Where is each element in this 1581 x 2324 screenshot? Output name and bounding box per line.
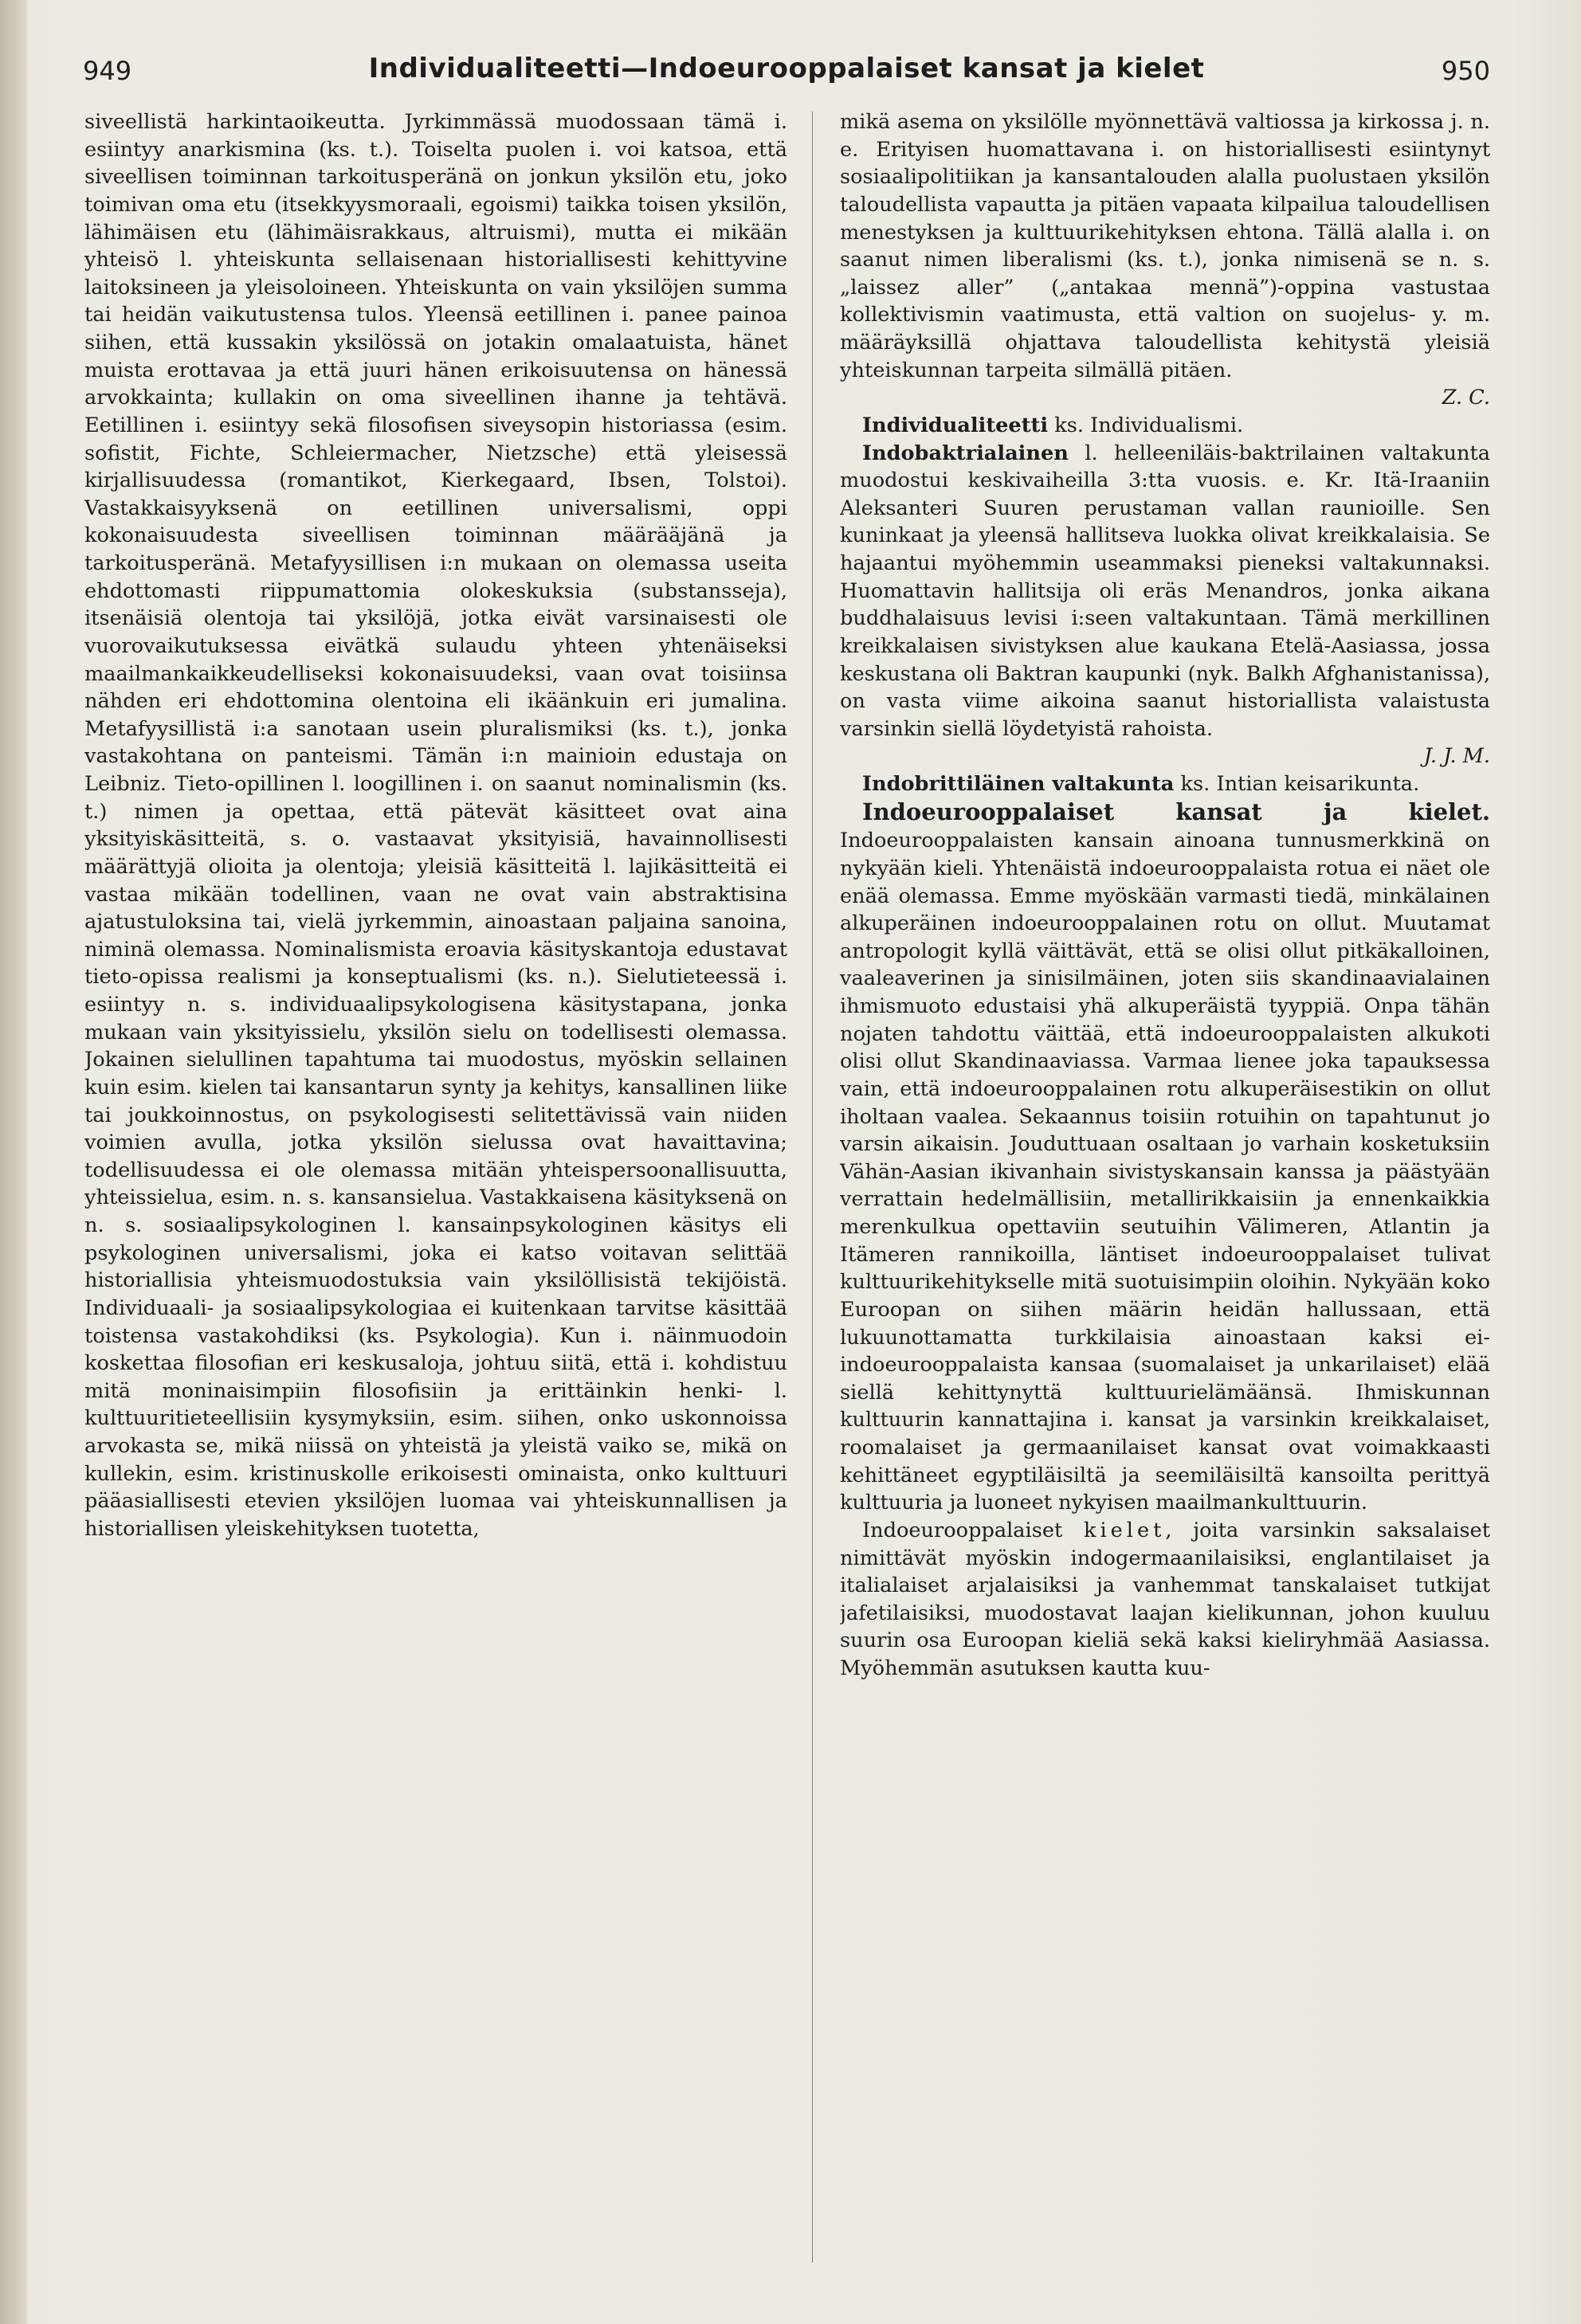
column-divider [812, 112, 813, 2263]
signature-jjm: J. J. M. [1423, 744, 1490, 769]
entry-body: l. helleeniläis-baktrilainen valtakunta muodostui keskivaiheilla 3:tta vuosis. e. Kr. Itä-Iraaniin Aleksanteri Suuren perustaman vallan raunioille. Sen kuninkaat ja yleensä hallitseva luokka olivat kreikkalaisia. Se hajaantui myöhemmin useammaksi pieneksi valtakunnaksi. Huomattavin hallitsija oli eräs Menandros, jonka aikana buddhalaisuus levisi i:seen valtakuntaan. Tämä merkillinen kreikkalaisen sivistyksen alue kaukana Etelä-Aasiassa, jossa keskustana oli Baktran kaupunki (nyk. Balkh Afghanistanissa), on vasta viime aikoina saanut historiallista valaistusta varsinkin siellä löydetyistä rahoista. [840, 441, 1490, 741]
entry-indobaktrialainen [840, 440, 1490, 743]
entry-body: Indoeurooppalaisten kansain ainoana tunnusmerkkinä on nykyään kieli. Yhtenäistä indoeurooppalaista rotua ei näet ole enää olemassa. Emme myöskään varmasti tiedä, minkälainen alkuperäinen indoeurooppalainen rotu on ollut. Muutamat antropologit kyllä väittävät, että se olisi ollut pitkäkalloinen, vaaleaverinen ja sinisilmäinen, joten siis skandinaavialainen ihmismuoto edustaisi yhä alkuperäistä tyyppiä. Onpa tähän nojaten tahdottu väittää, että indoeurooppalaisten alkukoti olisi ollut Skandinaaviassa. Varmaa lienee joka tapauksessa vain, että indoeurooppalainen rotu alkuperäisestikin on ollut iholtaan vaalea. Sekaannus toisiin rotuihin on tapahtunut jo varsin aikaisin. Jouduttuaan osaltaan jo varhain kosketuksiin Vähän-Aasian ikivanhain sivistyskansain kanssa ja päästyään verrattain hedelmällisiin, metallirikkaisiin ja ennenkaikkia merenkulkua opettaviin seutuihin Välimeren, Atlantin ja Itämeren rannikoilla, läntiset indoeurooppalaiset tulivat kulttuurikehitykselle mitä suotuisimpiin oloihin. Nykyään koko Euroopan on siihen määrin heidän hallussaan, että lukuunottamatta turkkilaisia ainoastaan kaksi ei-indoeurooppalaista kansaa (suomalaiset ja unkarilaiset) elää siellä kehittynyttä kulttuurielämäänsä. Ihmiskunnan kulttuurin kannattajina i. kansat ja varsinkin kreikkalaiset, roomalaiset ja germaanilaiset kansat ovat voimakkaasti kehittäneet egyptiläisiltä ja seemiläisiltä kansoilta perittyä kulttuuria ja luoneet nykyisen maailmankulttuurin. [840, 829, 1490, 1515]
entry-indobrittilainen [840, 770, 1490, 798]
entry-body: ks. Intian keisarikunta. [1174, 772, 1420, 796]
entry-headword: Indoeurooppalaiset kansat ja kielet. [862, 798, 1490, 825]
spaced-term: kielet [1083, 1518, 1166, 1542]
entry-headword: Indobaktrialainen [862, 441, 1069, 465]
signature-zc: Z. C. [1442, 386, 1490, 410]
paragraph-lead: Indoeurooppalaiset [862, 1518, 1084, 1542]
page-number-right: 950 [1441, 56, 1490, 86]
page-number-left: 949 [83, 56, 132, 86]
entry-body: ks. Individualismi. [1048, 413, 1244, 437]
paragraph-kielet [840, 1517, 1490, 1683]
entry-headword: Indobrittiläinen valtakunta [862, 772, 1175, 796]
running-title: Individualiteetti—Indoeurooppalaiset kansat ja kielet [368, 53, 1205, 84]
running-header [83, 49, 1490, 97]
right-column [840, 108, 1490, 2275]
entry-indoeurooppalaiset [840, 798, 1490, 1517]
paragraph-liberalism: mikä asema on yksilölle myönnettävä valtiossa ja kirkossa j. n. e. Erityisen huomattavana i. on historiallisesti esiintynyt sosiaalipolitiikan ja kansantalouden alalla puolustaen yksilön taloudellista vapautta ja pitäen vapaata kilpailua taloudellisen menestyksen ja kulttuurikehityksen ehtona. Tällä alalla i. on saanut nimen liberalismi (ks. t.), jonka nimisenä se n. s. „laissez aller” („antakaa mennä”)-oppina vastustaa kollektivismin vaatimusta, että valtion on suojelus- y. m. määräyksillä ohjattava taloudellista kehitystä yleisiä yhteiskunnan tarpeita silmällä pitäen. [840, 110, 1490, 382]
left-column-text: siveellistä harkintaoikeutta. Jyrkimmässä muodossaan tämä i. esiintyy anarkismina (ks. t.). Toiselta puolen i. voi katsoa, että siveellisen toiminnan tarkoitusperänä on jonkun yksilön etu, joko toimivan oma etu (itsekkyysmoraali, egoismi) taikka toisen yksilön, lähimäisen etu (lähimäisrakkaus, altruismi), mutta ei mikään yhteisö l. yhteiskunta sellaisenaan historiallisesti kehittyvine laitoksineen ja yleisoloineen. Yhteiskunta on vain yksilöjen summa tai heidän vaikutustensa tulos. Yleensä eetillinen i. panee painoa siihen, että kussakin yksilössä on jotakin omalaatuista, hänet muista erottavaa ja että juuri hänen erikoisuutensa on hänessä arvokkainta; kullakin on oma siveellinen ihanne ja tehtävä. Eetillinen i. esiintyy sekä filosofisen siveysopin historiassa (esim. sofistit, Fichte, Schleiermacher, Nietzsche) että yleisessä kirjallisuudessa (romantikot, Kierkegaard, Ibsen, Tolstoi). Vastakkaisyyksenä on eetillinen universalismi, oppi kokonaisuudesta siveellisen toiminnan määrääjänä ja tarkoitusperänä. Metafyysillisen i:n mukaan on olemassa useita ehdottomasti riippumattomia olokeskuksia (substansseja), itsenäisiä olentoja tai yksilöjä, jotka eivät varsinaisesti ole vuorovaikutuksessa eivätkä sulaudu yhteen yhtenäiseksi maailmankaikkeudelliseksi kokonaisuudeksi, vaan ovat toisiinsa nähden eri ehdottomina olentoina eli ikäänkuin eri jumalina. Metafyysillistä i:a sanotaan usein pluralismiksi (ks. t.), jonka vastakohtana on panteismi. Tämän i:n mainioin edustaja on Leibniz. Tieto-opillinen l. loogillinen i. on saanut nominalismin (ks. t.) nimen ja opettaa, että pätevät käsitteet ovat aina yksityiskäsitteitä, s. o. vastaavat yksityisiä, havainnollisesti määrättyjä olioita ja olentoja; yleisiä käsitteitä l. lajikäsitteitä ei vastaa mikään todellinen, vaan ne ovat vain abstraktisina ajatustuloksina tai, vielä jyrkemmin, ainoastaan paljaina sanoina, niminä olemassa. Nominalismista eroavia käsityskantoja edustavat tieto-opissa realismi ja konseptualismi (ks. n.). Sielutieteessä i. esiintyy n. s. individuaalipsykologisena käsitystapana, jonka mukaan vain yksityissielu, yksilön sielu on todellisesti olemassa. Jokainen sielullinen tapahtuma tai muodostus, myöskin sellainen kuin esim. kielen tai kansantarun synty ja kehitys, kansallinen liike tai joukkoinnostus, on psykologisesti selitettävissä vain niiden voimien avulla, jotka yksilön sielussa ovat havaittavina; todellisuudessa ei ole olemassa mitään yhteispersoonallisuutta, yhteissielua, esim. n. s. kansansielua. Vastakkaisena käsityksenä on n. s. sosiaalipsykologinen l. kansainpsykologinen käsitys eli psykologinen universalismi, joka ei katso voitavan selittää historiallisia yhteismuodostuksia vain yksilöllisistä tekijöistä. Individuaali- ja sosiaalipsykologiaa ei kuitenkaan tarvitse käsittää toistensa vastakohdiksi (ks. Psykologia). Kun i. näinmuodoin koskettaa filosofian eri keskusaloja, johtuu siitä, että i. kohdistuu mitä moninaisimpiin filosofisiin ja erittäinkin henki- l. kulttuuritieteellisiin kysymyksiin, esim. siihen, onko uskonnoissa arvokasta se, mikä niissä on yhteistä ja yleistä vaiko se, mikä on kullekin, esim. kristinuskolle erikoisesti ominaista, onko kulttuuri pääasiallisesti etevien yksilöjen luomaa vai yhteiskunnallisen ja historiallisen yleiskehityksen tuotetta, [84, 110, 787, 1541]
entry-headword: Individualiteetti [862, 413, 1049, 437]
entry-individualiteetti [840, 412, 1490, 440]
left-column [84, 108, 787, 2275]
paragraph-body: , joita varsinkin saksalaiset nimittävät myöskin indogermaanilaisiksi, englantilaiset ja italialaiset arjalaisiksi ja vanhemmat tanskalaiset tutkijat jafetilaisiksi, muodostavat laajan kielikunnan, johon kuuluu suurin osa Euroopan kieliä sekä kaksi kieliryhmää Aasiassa. Myöhemmän asutuksen kautta kuu- [840, 1518, 1490, 1680]
page-binding [0, 0, 27, 2324]
